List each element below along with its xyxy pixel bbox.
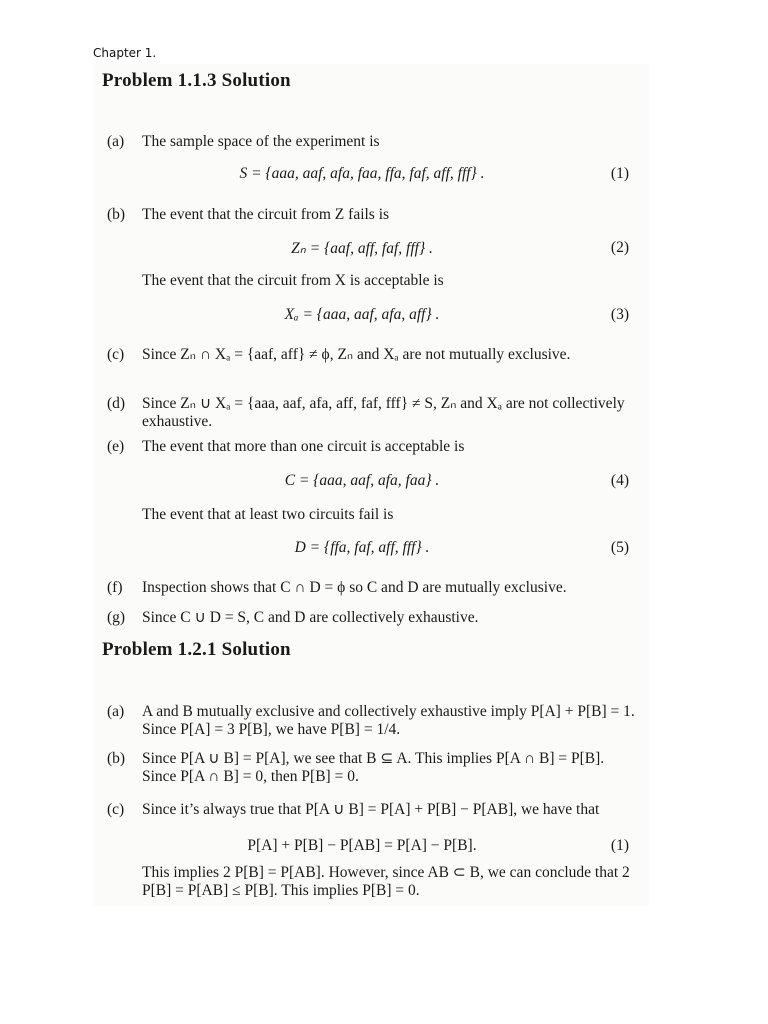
part-text: The event that the circuit from Z fails is: [142, 206, 390, 223]
part-d: [107, 395, 639, 431]
paragraph: The event that the circuit from X is acceptable is: [142, 272, 444, 289]
part-label: (f): [107, 579, 123, 596]
equation-number: (1): [610, 165, 629, 182]
part-label: (a): [107, 703, 125, 720]
equation-number: (5): [610, 539, 629, 556]
part-text: Since C ∪ D = S, C and D are collectively exhaustive.: [142, 609, 479, 626]
problem-1-1-3-title: Problem 1.1.3 Solution: [102, 70, 291, 91]
part-a: [107, 133, 639, 151]
equation-number: (4): [610, 472, 629, 489]
chapter-header: Chapter 1.: [93, 46, 157, 60]
part-text: A and B mutually exclusive and collectively exhaustive imply P[A] + P[B] = 1. Since P[A] = 3 P[B], we have P[B] = 1/4.: [142, 703, 635, 738]
equation-1: S = {aaa, aaf, afa, faa, ffa, faf, aff, fff} .: [239, 165, 485, 182]
part-a: [107, 703, 639, 739]
part-label: (d): [107, 395, 126, 412]
part-b: [107, 750, 639, 786]
part-text: Since it’s always true that P[A ∪ B] = P[A] + P[B] − P[AB], we have that: [142, 801, 600, 818]
paragraph: The event that at least two circuits fail is: [142, 506, 394, 523]
part-f: [107, 579, 639, 597]
equation-number: (3): [610, 306, 629, 323]
part-b: [107, 206, 639, 224]
part-c: [107, 801, 639, 819]
part-text: Since P[A ∪ B] = P[A], we see that B ⊆ A. This implies P[A ∩ B] = P[B]. Since P[A ∩ B] = 0, then P[B] = 0.: [142, 750, 605, 785]
equation-number: (1): [610, 837, 629, 854]
part-text: Since Zₙ ∪ Xₐ = {aaa, aaf, afa, aff, faf, fff} ≠ S, Zₙ and Xₐ are not collectively exhaustive.: [142, 395, 625, 430]
equation-2: Zₙ = {aaf, aff, faf, fff} .: [291, 240, 433, 257]
equation-3: Xₐ = {aaa, aaf, afa, aff} .: [284, 306, 440, 323]
paragraph: This implies 2 P[B] = P[AB]. However, since AB ⊂ B, we can conclude that 2 P[B] = P[AB] ≤ P[B]. This implies P[B] = 0.: [142, 864, 630, 899]
part-label: (c): [107, 346, 125, 363]
part-label: (e): [107, 438, 125, 455]
part-label: (c): [107, 801, 125, 818]
part-label: (b): [107, 750, 126, 767]
equation-number: (2): [610, 239, 629, 256]
part-e: [107, 438, 639, 456]
part-label: (g): [107, 609, 126, 626]
part-c: [107, 346, 639, 364]
part-text: The sample space of the experiment is: [142, 133, 380, 150]
part-text: The event that more than one circuit is acceptable is: [142, 438, 465, 455]
part-label: (a): [107, 133, 125, 150]
scanned-solution-page: [93, 64, 649, 906]
part-label: (b): [107, 206, 126, 223]
problem-1-2-1-title: Problem 1.2.1 Solution: [102, 639, 291, 660]
part-text: Inspection shows that C ∩ D = ϕ so C and D are mutually exclusive.: [142, 579, 567, 596]
equation-4: C = {aaa, aaf, afa, faa} .: [284, 472, 440, 489]
equation-5: D = {ffa, faf, aff, fff} .: [294, 539, 430, 556]
part-g: [107, 609, 639, 627]
equation-1: P[A] + P[B] − P[AB] = P[A] − P[B].: [247, 837, 477, 854]
part-text: Since Zₙ ∩ Xₐ = {aaf, aff} ≠ ϕ, Zₙ and Xₐ are not mutually exclusive.: [142, 346, 571, 363]
